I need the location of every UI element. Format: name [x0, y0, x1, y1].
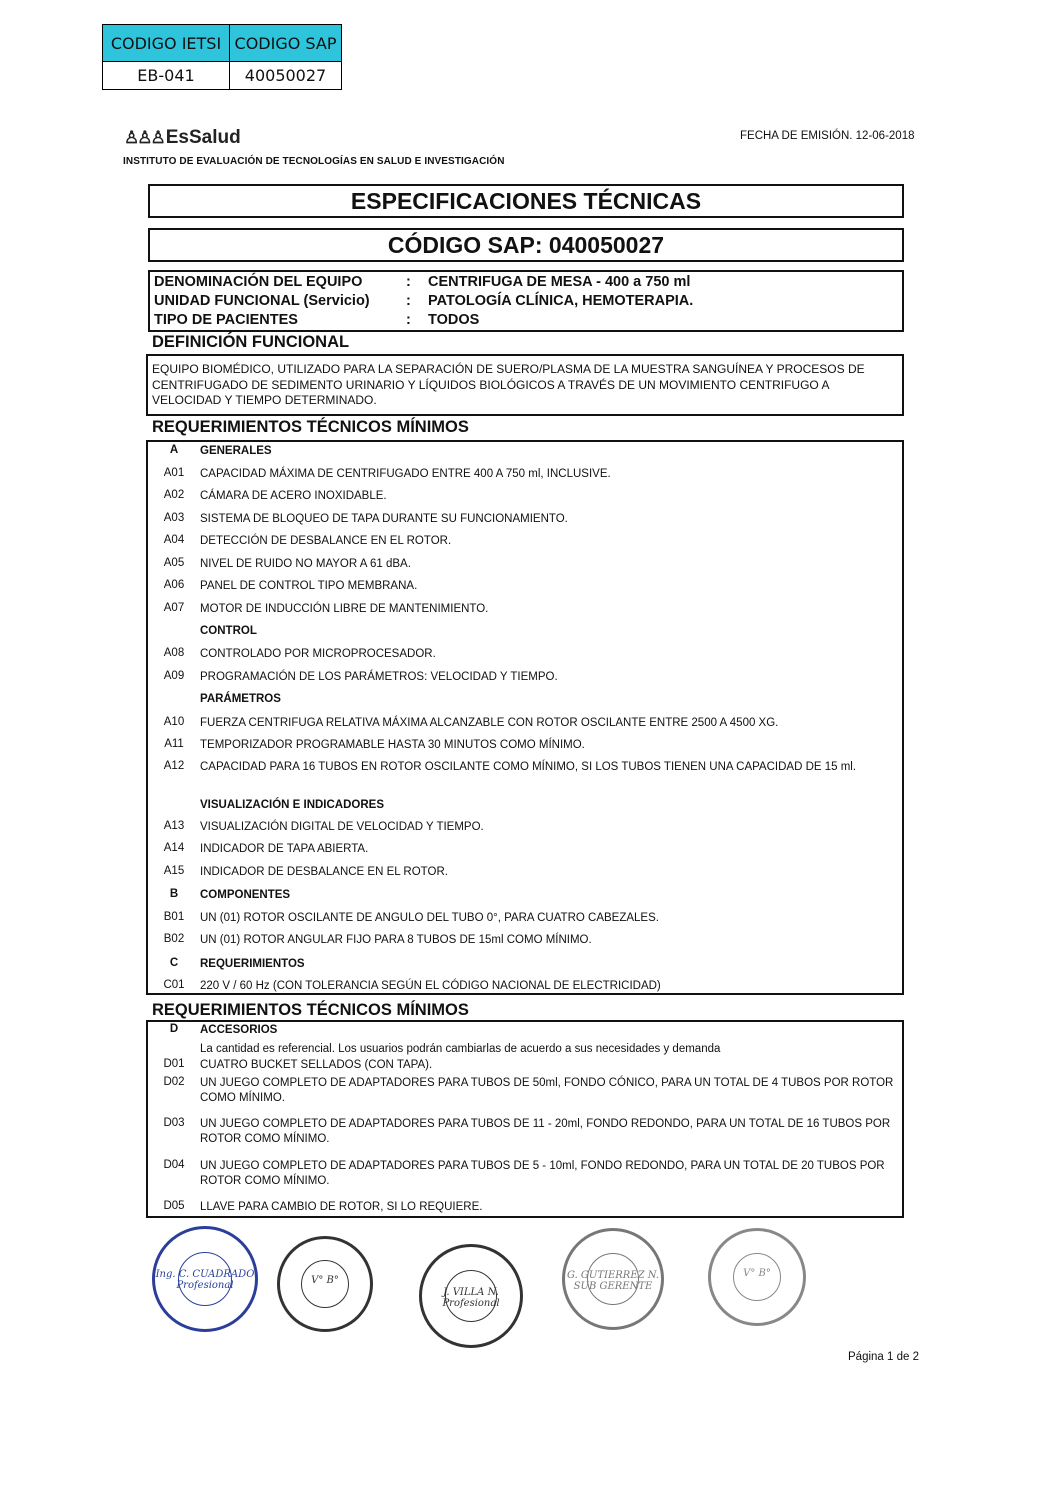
code-table-value-sap: 40050027	[244, 66, 327, 85]
requirement-text: VISUALIZACIÓN DIGITAL DE VELOCIDAD Y TIEMPO.	[200, 821, 484, 833]
requirement-code: D05	[163, 1200, 185, 1212]
requirement-text: CAPACIDAD MÁXIMA DE CENTRIFUGADO ENTRE 400 A 750 ml, INCLUSIVE.	[200, 468, 611, 480]
requirement-text: 220 V / 60 Hz (CON TOLERANCIA SEGÚN EL CÓDIGO NACIONAL DE ELECTRICIDAD)	[200, 980, 661, 992]
requirement-code: D02	[163, 1076, 185, 1088]
info-label: TIPO DE PACIENTES	[154, 312, 298, 328]
seal-signature: Ing. C. CUADRADO Profesional	[155, 1269, 255, 1291]
requirement-code: A11	[164, 738, 184, 750]
requirement-code: A04	[163, 534, 185, 546]
requirement-text: UN (01) ROTOR OSCILANTE DE ANGULO DEL TUBO 0°, PARA CUATRO CABEZALES.	[200, 912, 659, 924]
requirement-code: A03	[163, 512, 185, 524]
requirement-text: COMPONENTES	[200, 889, 291, 901]
requirement-code: C	[169, 957, 179, 969]
definition-text: EQUIPO BIOMÉDICO, UTILIZADO PARA LA SEPARACIÓN DE SUERO/PLASMA DE LA MUESTRA SANGUÍNEA Y PROCESOS DE CENTRIFUGADO DE SEDIMENTO URINARIO Y LÍQUIDOS BIOLÓGICOS A TRAVÉS DE UN MOVIMIENTO CENTRIFUGO A VELOCIDAD Y TIEMPO DETERMINADO.	[152, 362, 865, 407]
requirements-title: REQUERIMIENTOS TÉCNICOS MÍNIMOS	[152, 418, 469, 436]
info-value: TODOS	[428, 312, 480, 328]
definition-title: DEFINICIÓN FUNCIONAL	[152, 333, 350, 351]
seal-signature: V° B°	[311, 1275, 339, 1286]
requirement-text: ACCESORIOS	[200, 1024, 278, 1036]
requirement-code: A08	[163, 647, 185, 659]
info-value: CENTRIFUGA DE MESA - 400 a 750 ml	[428, 274, 691, 290]
requirement-code: A02	[163, 489, 185, 501]
accessories-box	[146, 1020, 904, 1218]
requirement-text: UN JUEGO COMPLETO DE ADAPTADORES PARA TUBOS DE 5 - 10ml, FONDO REDONDO, PARA UN TOTAL DE 20 TUBOS POR ROTOR COMO MÍNIMO.	[200, 1160, 885, 1187]
code-table	[102, 24, 342, 90]
requirement-text: CONTROL	[200, 625, 257, 637]
requirement-text: SISTEMA DE BLOQUEO DE TAPA DURANTE SU FUNCIONAMIENTO.	[200, 513, 568, 525]
info-sep: :	[406, 274, 411, 290]
document-title: ESPECIFICACIONES TÉCNICAS	[148, 184, 904, 218]
requirement-text: GENERALES	[200, 445, 272, 457]
requirement-text: CAPACIDAD PARA 16 TUBOS EN ROTOR OSCILANTE COMO MÍNIMO, SI LOS TUBOS TIENEN UNA CAPACIDAD DE 15 ml.	[200, 761, 857, 773]
approval-seal	[419, 1244, 523, 1348]
definition-box	[146, 354, 904, 416]
requirement-code: B	[169, 888, 179, 900]
requirements-title-2: REQUERIMIENTOS TÉCNICOS MÍNIMOS	[152, 1001, 469, 1019]
info-label: UNIDAD FUNCIONAL (Servicio)	[154, 293, 370, 309]
requirement-code: D01	[163, 1058, 185, 1070]
requirement-text: CUATRO BUCKET SELLADOS (CON TAPA).	[200, 1059, 433, 1071]
requirement-text: CÁMARA DE ACERO INOXIDABLE.	[200, 490, 387, 502]
page-number: Página 1 de 2	[848, 1351, 919, 1363]
approval-seal	[708, 1228, 806, 1326]
requirement-text: PANEL DE CONTROL TIPO MEMBRANA.	[200, 580, 418, 592]
requirements-box	[146, 440, 904, 995]
requirement-text: FUERZA CENTRIFUGA RELATIVA MÁXIMA ALCANZABLE CON ROTOR OSCILANTE ENTRE 2500 A 4500 XG.	[200, 717, 779, 729]
requirement-text: INDICADOR DE TAPA ABIERTA.	[200, 843, 369, 855]
requirement-text: TEMPORIZADOR PROGRAMABLE HASTA 30 MINUTOS COMO MÍNIMO.	[200, 739, 585, 751]
requirement-text: MOTOR DE INDUCCIÓN LIBRE DE MANTENIMIENTO.	[200, 603, 489, 615]
requirement-code: D	[169, 1023, 179, 1035]
seal-signature: J. VILLA N. Profesional	[442, 1287, 500, 1309]
requirement-code: C01	[163, 979, 185, 991]
info-sep: :	[406, 293, 411, 309]
requirement-code: A	[169, 444, 179, 456]
info-sep: :	[406, 312, 411, 328]
info-value: PATOLOGÍA CLÍNICA, HEMOTERAPIA.	[428, 293, 694, 309]
requirement-text: LLAVE PARA CAMBIO DE ROTOR, SI LO REQUIERE.	[200, 1201, 483, 1213]
requirement-text: DETECCIÓN DE DESBALANCE EN EL ROTOR.	[200, 535, 452, 547]
requirement-text: VISUALIZACIÓN E INDICADORES	[200, 799, 385, 811]
requirement-code: D04	[163, 1159, 185, 1171]
requirement-code: A06	[163, 579, 185, 591]
logo-text: EsSalud	[165, 127, 241, 148]
requirement-code: D03	[163, 1117, 185, 1129]
seal-signature: V° B°	[743, 1268, 771, 1279]
institute-name: INSTITUTO DE EVALUACIÓN DE TECNOLOGÍAS EN SALUD E INVESTIGACIÓN	[123, 156, 505, 167]
requirement-text: CONTROLADO POR MICROPROCESADOR.	[200, 648, 436, 660]
requirement-text: REQUERIMIENTOS	[200, 958, 305, 970]
approval-seal	[277, 1236, 373, 1332]
requirement-code: A01	[163, 467, 185, 479]
essalud-logo	[124, 127, 241, 149]
emission-date: FECHA DE EMISIÓN. 12-06-2018	[740, 130, 915, 142]
requirement-code: A05	[163, 557, 185, 569]
requirement-text: NIVEL DE RUIDO NO MAYOR A 61 dBA.	[200, 558, 411, 570]
requirement-code: A09	[163, 670, 185, 682]
requirement-text: PARÁMETROS	[200, 693, 281, 705]
requirement-code: A10	[163, 716, 185, 728]
requirement-text: PROGRAMACIÓN DE LOS PARÁMETROS: VELOCIDAD Y TIEMPO.	[200, 671, 558, 683]
requirement-text: UN (01) ROTOR ANGULAR FIJO PARA 8 TUBOS DE 15ml COMO MÍNIMO.	[200, 934, 592, 946]
approval-seal	[152, 1226, 258, 1332]
equipment-info	[148, 270, 904, 332]
code-table-value-ietsi: EB-041	[103, 62, 230, 89]
people-icon: ♙♙♙	[124, 128, 164, 147]
requirement-code: A13	[163, 820, 185, 832]
info-label: DENOMINACIÓN DEL EQUIPO	[154, 274, 363, 290]
requirement-text: La cantidad es referencial. Los usuarios podrán cambiarlas de acuerdo a sus necesidades y demanda	[200, 1043, 721, 1055]
requirement-code: A15	[163, 865, 185, 877]
code-table-header-ietsi: CODIGO IETSI	[103, 25, 230, 62]
approval-seal	[562, 1228, 664, 1330]
requirement-code: B01	[163, 911, 185, 923]
seal-signature: G. GUTIERREZ N. SUB GERENTE	[566, 1270, 660, 1292]
requirement-text: UN JUEGO COMPLETO DE ADAPTADORES PARA TUBOS DE 50ml, FONDO CÓNICO, PARA UN TOTAL DE 4 TUBOS POR ROTOR COMO MÍNIMO.	[200, 1077, 894, 1104]
requirement-code: A12	[163, 760, 185, 772]
requirement-code: B02	[163, 933, 185, 945]
requirement-text: INDICADOR DE DESBALANCE EN EL ROTOR.	[200, 866, 448, 878]
requirement-code: A14	[163, 842, 185, 854]
requirement-text: UN JUEGO COMPLETO DE ADAPTADORES PARA TUBOS DE 11 - 20ml, FONDO REDONDO, PARA UN TOTAL DE 16 TUBOS POR ROTOR COMO MÍNIMO.	[200, 1118, 891, 1145]
sap-code-title: CÓDIGO SAP: 040050027	[148, 228, 904, 262]
code-table-header-sap: CODIGO SAP	[230, 25, 341, 62]
requirement-code: A07	[163, 602, 185, 614]
